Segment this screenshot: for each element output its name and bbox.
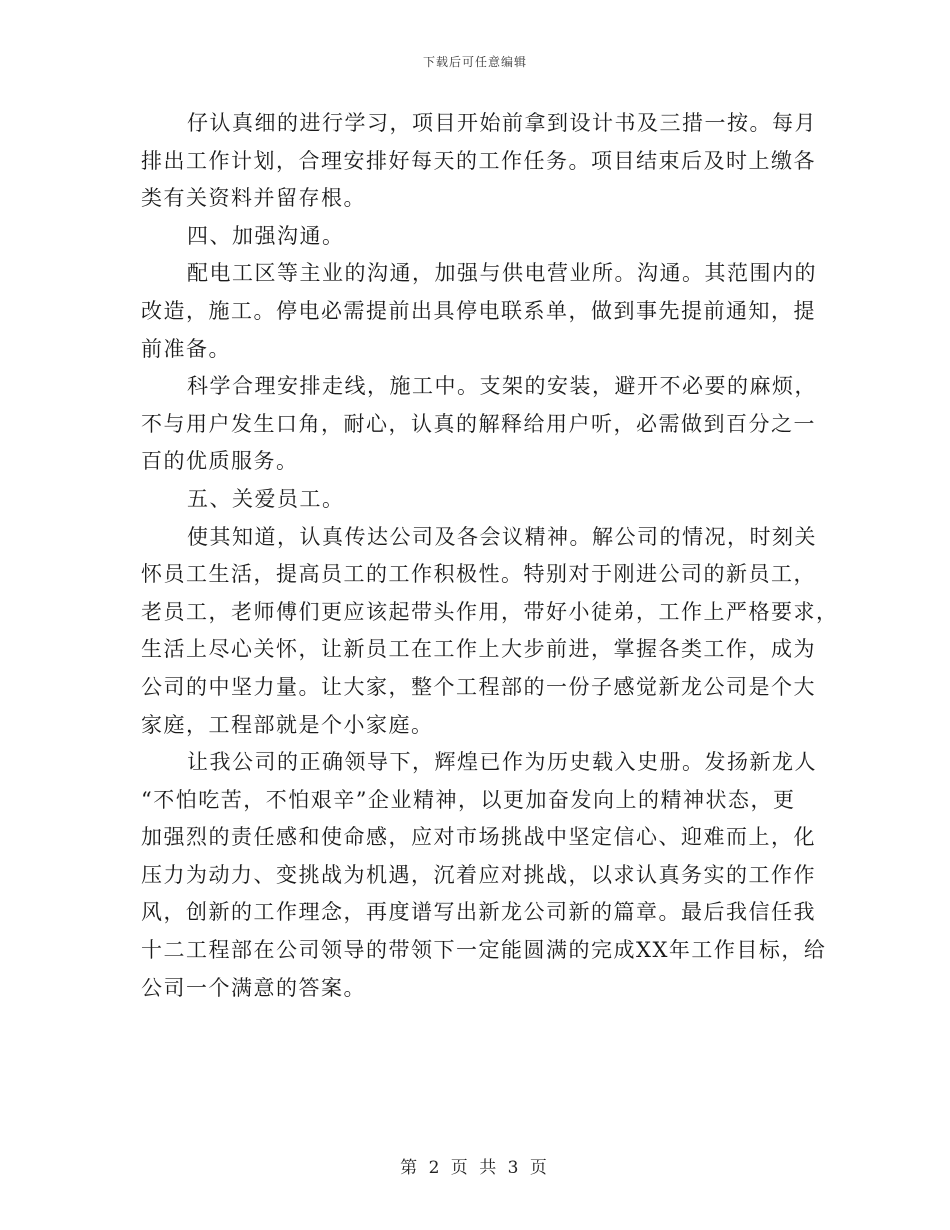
text-line: 不与用户发生口角，耐心，认真的解释给用户听，必需做到百分之一 [141,411,816,436]
text-line: 使其知道，认真传达公司及各会议精神。解公司的情况，时刻关 [187,524,817,549]
text-line: 类有关资料并留存根。 [141,186,366,211]
text-line: 生活上尽心关怀，让新员工在工作上大步前进，掌握各类工作，成为 [141,637,816,662]
text-line: “不怕吃苦，不怕艰辛”企业精神，以更加奋发向上的精神状态，更 [141,787,796,812]
text-line: 风，创新的工作理念，再度谱写出新龙公司新的篇章。最后我信任我 [141,900,816,925]
text-line: 老员工，老师傅们更应该起带头作用，带好小徒弟，工作上严格要求， [141,599,839,624]
text-line: 公司一个满意的答案。 [141,975,366,1000]
text-line: 加强烈的责任感和使命感，应对市场挑战中坚定信心、迎难而上，化 [141,825,816,850]
text-line: 十二工程部在公司领导的带领下一定能圆满的完成XX年工作目标，给 [141,938,827,963]
section-heading-4: 四、加强沟通。 [187,223,345,248]
page-header: 下载后可任意编辑 [422,55,527,69]
section-heading-5: 五、关爱员工。 [187,486,345,511]
text-line: 公司的中坚力量。让大家，整个工程部的一份子感觉新龙公司是个大 [141,674,816,699]
text-line: 家庭，工程部就是个小家庭。 [141,712,434,737]
page-number-footer: 第 2 页 共 3 页 [400,1158,550,1178]
text-line: 怀员工生活，提高员工的工作积极性。特别对于刚进公司的新员工， [141,562,816,587]
text-line: 改造，施工。停电必需提前出具停电联系单，做到事先提前通知，提 [141,298,816,323]
text-line: 压力为动力、变挑战为机遇，沉着应对挑战，以求认真务实的工作作 [141,862,816,887]
text-line: 百的优质服务。 [141,449,299,474]
text-line: 前准备。 [141,336,231,361]
text-line: 科学合理安排走线，施工中。支架的安装，避开不必要的麻烦， [187,374,817,399]
text-line: 让我公司的正确领导下，辉煌已作为历史载入史册。发扬新龙人 [187,750,817,775]
text-line: 配电工区等主业的沟通，加强与供电营业所。沟通。其范围内的 [187,261,817,286]
text-line: 排出工作计划，合理安排好每天的工作任务。项目结束后及时上缴各 [141,148,816,173]
document-body [141,105,839,1007]
text-line: 仔认真细的进行学习，项目开始前拿到设计书及三措一按。每月 [187,111,817,135]
